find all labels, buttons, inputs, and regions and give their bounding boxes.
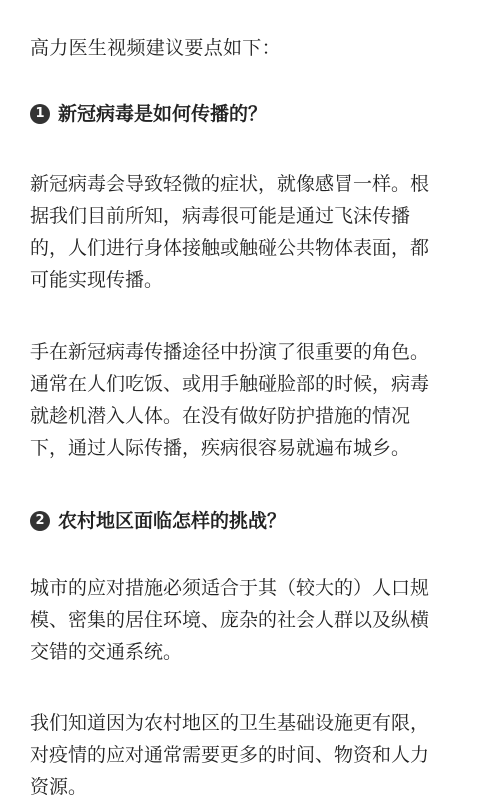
section-1-paragraph-2 xyxy=(30,336,472,464)
text-line: 我们知道因为农村地区的卫生基础设施更有限， xyxy=(30,712,430,734)
section-1-number-badge: 1 xyxy=(30,104,50,124)
text-line: 通常在人们吃饭、或用手触碰脸部的时候，病毒 xyxy=(30,373,430,395)
text-line: 对疫情的应对通常需要更多的时间、物资和人力 xyxy=(30,744,430,766)
text-line: 交错的交通系统。 xyxy=(30,641,183,663)
section-1-paragraph-1 xyxy=(30,168,472,296)
section-2-paragraph-1 xyxy=(30,572,472,668)
section-2-number-badge: 2 xyxy=(30,511,50,531)
text-line: 下，通过人际传播，疾病很容易就遍布城乡。 xyxy=(30,437,411,459)
intro-text: 高力医生视频建议要点如下： xyxy=(30,37,281,59)
text-line: 手在新冠病毒传播途径中扮演了很重要的角色。 xyxy=(30,341,430,363)
text-line: 据我们目前所知，病毒很可能是通过飞沫传播 xyxy=(30,205,411,227)
text-line: 就趁机潜入人体。在没有做好防护措施的情况 xyxy=(30,405,411,427)
section-1-heading xyxy=(30,98,267,130)
text-line: 资源。 xyxy=(30,776,88,798)
section-2-heading xyxy=(30,505,286,537)
text-line: 新冠病毒会导致轻微的症状，就像感冒一样。根 xyxy=(30,173,430,195)
section-2-title: 农村地区面临怎样的挑战？ xyxy=(58,510,287,532)
section-1-title: 新冠病毒是如何传播的？ xyxy=(58,103,268,125)
section-2-paragraph-2 xyxy=(30,707,472,803)
text-line: 模、密集的居住环境、庞杂的社会人群以及纵横 xyxy=(30,609,430,631)
text-line: 可能实现传播。 xyxy=(30,269,164,291)
text-line: 城市的应对措施必须适合于其（较大的）人口规 xyxy=(30,577,430,599)
text-line: 的，人们进行身体接触或触碰公共物体表面，都 xyxy=(30,237,430,259)
